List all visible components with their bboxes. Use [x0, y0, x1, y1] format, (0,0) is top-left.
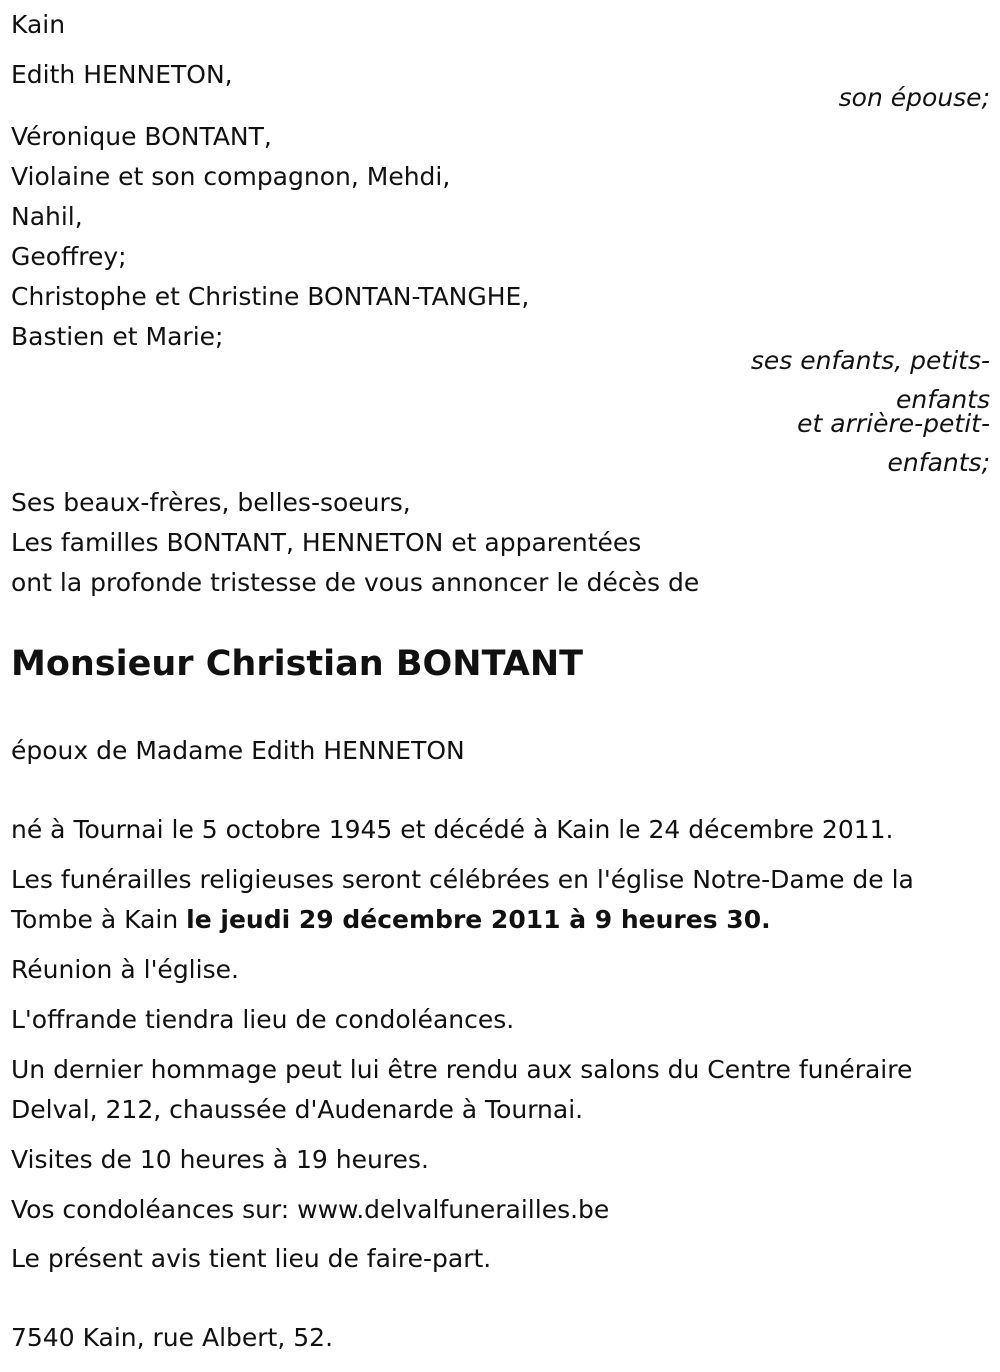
family-line: Véronique BONTANT, [11, 122, 272, 151]
children-role: et arrière-petit- [797, 409, 990, 438]
relatives-line: ont la profonde tristesse de vous annoncer le décès de [11, 568, 700, 597]
family-line: Nahil, [11, 202, 83, 231]
address-line: 7540 Kain, rue Albert, 52. [11, 1323, 334, 1352]
family-line: Christophe et Christine BONTAN-TANGHE, [11, 282, 530, 311]
funeral-line: Les funérailles religieuses seront célébrées en l'église Notre-Dame de la [11, 865, 914, 894]
birth-death: né à Tournai le 5 octobre 1945 et décédé à Kain le 24 décembre 2011. [11, 815, 894, 844]
funeral-line [11, 900, 771, 940]
funeral-place: Tombe à Kain [11, 905, 187, 934]
relatives-line: Ses beaux-frères, belles-soeurs, [11, 488, 411, 517]
family-line: Geoffrey; [11, 242, 127, 271]
offering-line: L'offrande tiendra lieu de condoléances. [11, 1005, 515, 1034]
visits-line: Visites de 10 heures à 19 heures. [11, 1145, 429, 1174]
homage-line: Un dernier hommage peut lui être rendu aux salons du Centre funéraire [11, 1055, 913, 1084]
children-role: enfants; [887, 448, 990, 477]
funeral-date: le jeudi 29 décembre 2011 à 9 heures 30. [186, 905, 771, 934]
condolences-line: Vos condoléances sur: www.delvalfunerailles.be [11, 1195, 610, 1224]
children-role: ses enfants, petits- [750, 346, 990, 375]
epoux-line: époux de Madame Edith HENNETON [11, 736, 465, 765]
place-name: Kain [11, 10, 66, 39]
relatives-line: Les familles BONTANT, HENNETON et apparentées [11, 528, 642, 557]
family-line: Violaine et son compagnon, Mehdi, [11, 162, 451, 191]
spouse-role: son épouse; [838, 83, 990, 112]
family-line: Bastien et Marie; [11, 322, 224, 351]
homage-line: Delval, 212, chaussée d'Audenarde à Tournai. [11, 1095, 584, 1124]
children-role: enfants [895, 385, 990, 414]
meeting-line: Réunion à l'église. [11, 955, 239, 984]
spouse-name: Edith HENNETON, [11, 60, 233, 89]
notice-line: Le présent avis tient lieu de faire-part. [11, 1244, 492, 1273]
deceased-name: Monsieur Christian BONTANT [11, 644, 583, 684]
